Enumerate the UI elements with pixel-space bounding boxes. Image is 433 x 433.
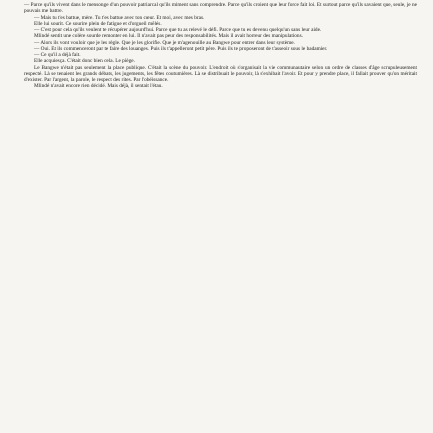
paragraph: Mlindé sentit une colère sourde remonter en lui. Il n'avait pas peur des responsabilités. Mais il avait horreur des manipulations. — [34, 33, 303, 40]
paragraph: — Ce qu'il a déjà fait. — [34, 52, 81, 58]
paragraph: Elle lui sourit. Ce sourire plein de fatigue et d'orgueil mêlés. — [34, 20, 162, 27]
paragraph: — Parce qu'ils vivent dans le mensonge d'un pouvoir patriarcal qu'ils miment sans comprendre. Parce qu'ils croient que leur force fait loi. Et surtout parce qu'ils savaient que, seule, je ne pouvais me battre. — [24, 2, 417, 15]
paragraph: — Mais tu t'es battue, mère. Tu t'es battue avec ton cœur. Et moi, avec mes bras. — [34, 14, 205, 21]
paragraph: — C'est pour cela qu'ils veulent te récupérer aujourd'hui. Parce que tu as relevé le défi. Parce que tu es devenu quelqu'un sans leur aide. — [34, 27, 322, 33]
paragraph: Elle acquiesça. C'était donc bien cela. Le piège. — [34, 58, 135, 65]
body-text — [24, 2, 417, 90]
paragraph: Mlindé n'avait encore rien décidé. Mais déjà, il sentait l'étau. — [34, 83, 163, 90]
paragraph: — Alors ils vont vouloir que je les règle. Que je les glorifie. Que je m'agenouille au Bangwe pour entrer dans leur système. — [34, 39, 295, 46]
paragraph: — Oui. Et ils commenceront par te faire des louanges. Puis ils t'appelleront petit père. Puis ils te proposeront de t'asseoir sous le badamier. — [34, 45, 328, 52]
paragraph: Le Bangwe n'était pas seulement la place publique. C'était la scène du pouvoir. L'endroit où s'organisait la vie communautaire selon un ordre de classes d'âge scrupuleusement respecté. Là se tenaient les grands débats, les jugements, les fêtes coutumières. Là se distribuait le pouvoir, là s'exhibait l'avoir. Et pour y prendre place, il fallait prouver qu'on méritait d'exister. Par l'argent, la parole, le respect des rites. Par l'obéissance. — [24, 64, 417, 83]
